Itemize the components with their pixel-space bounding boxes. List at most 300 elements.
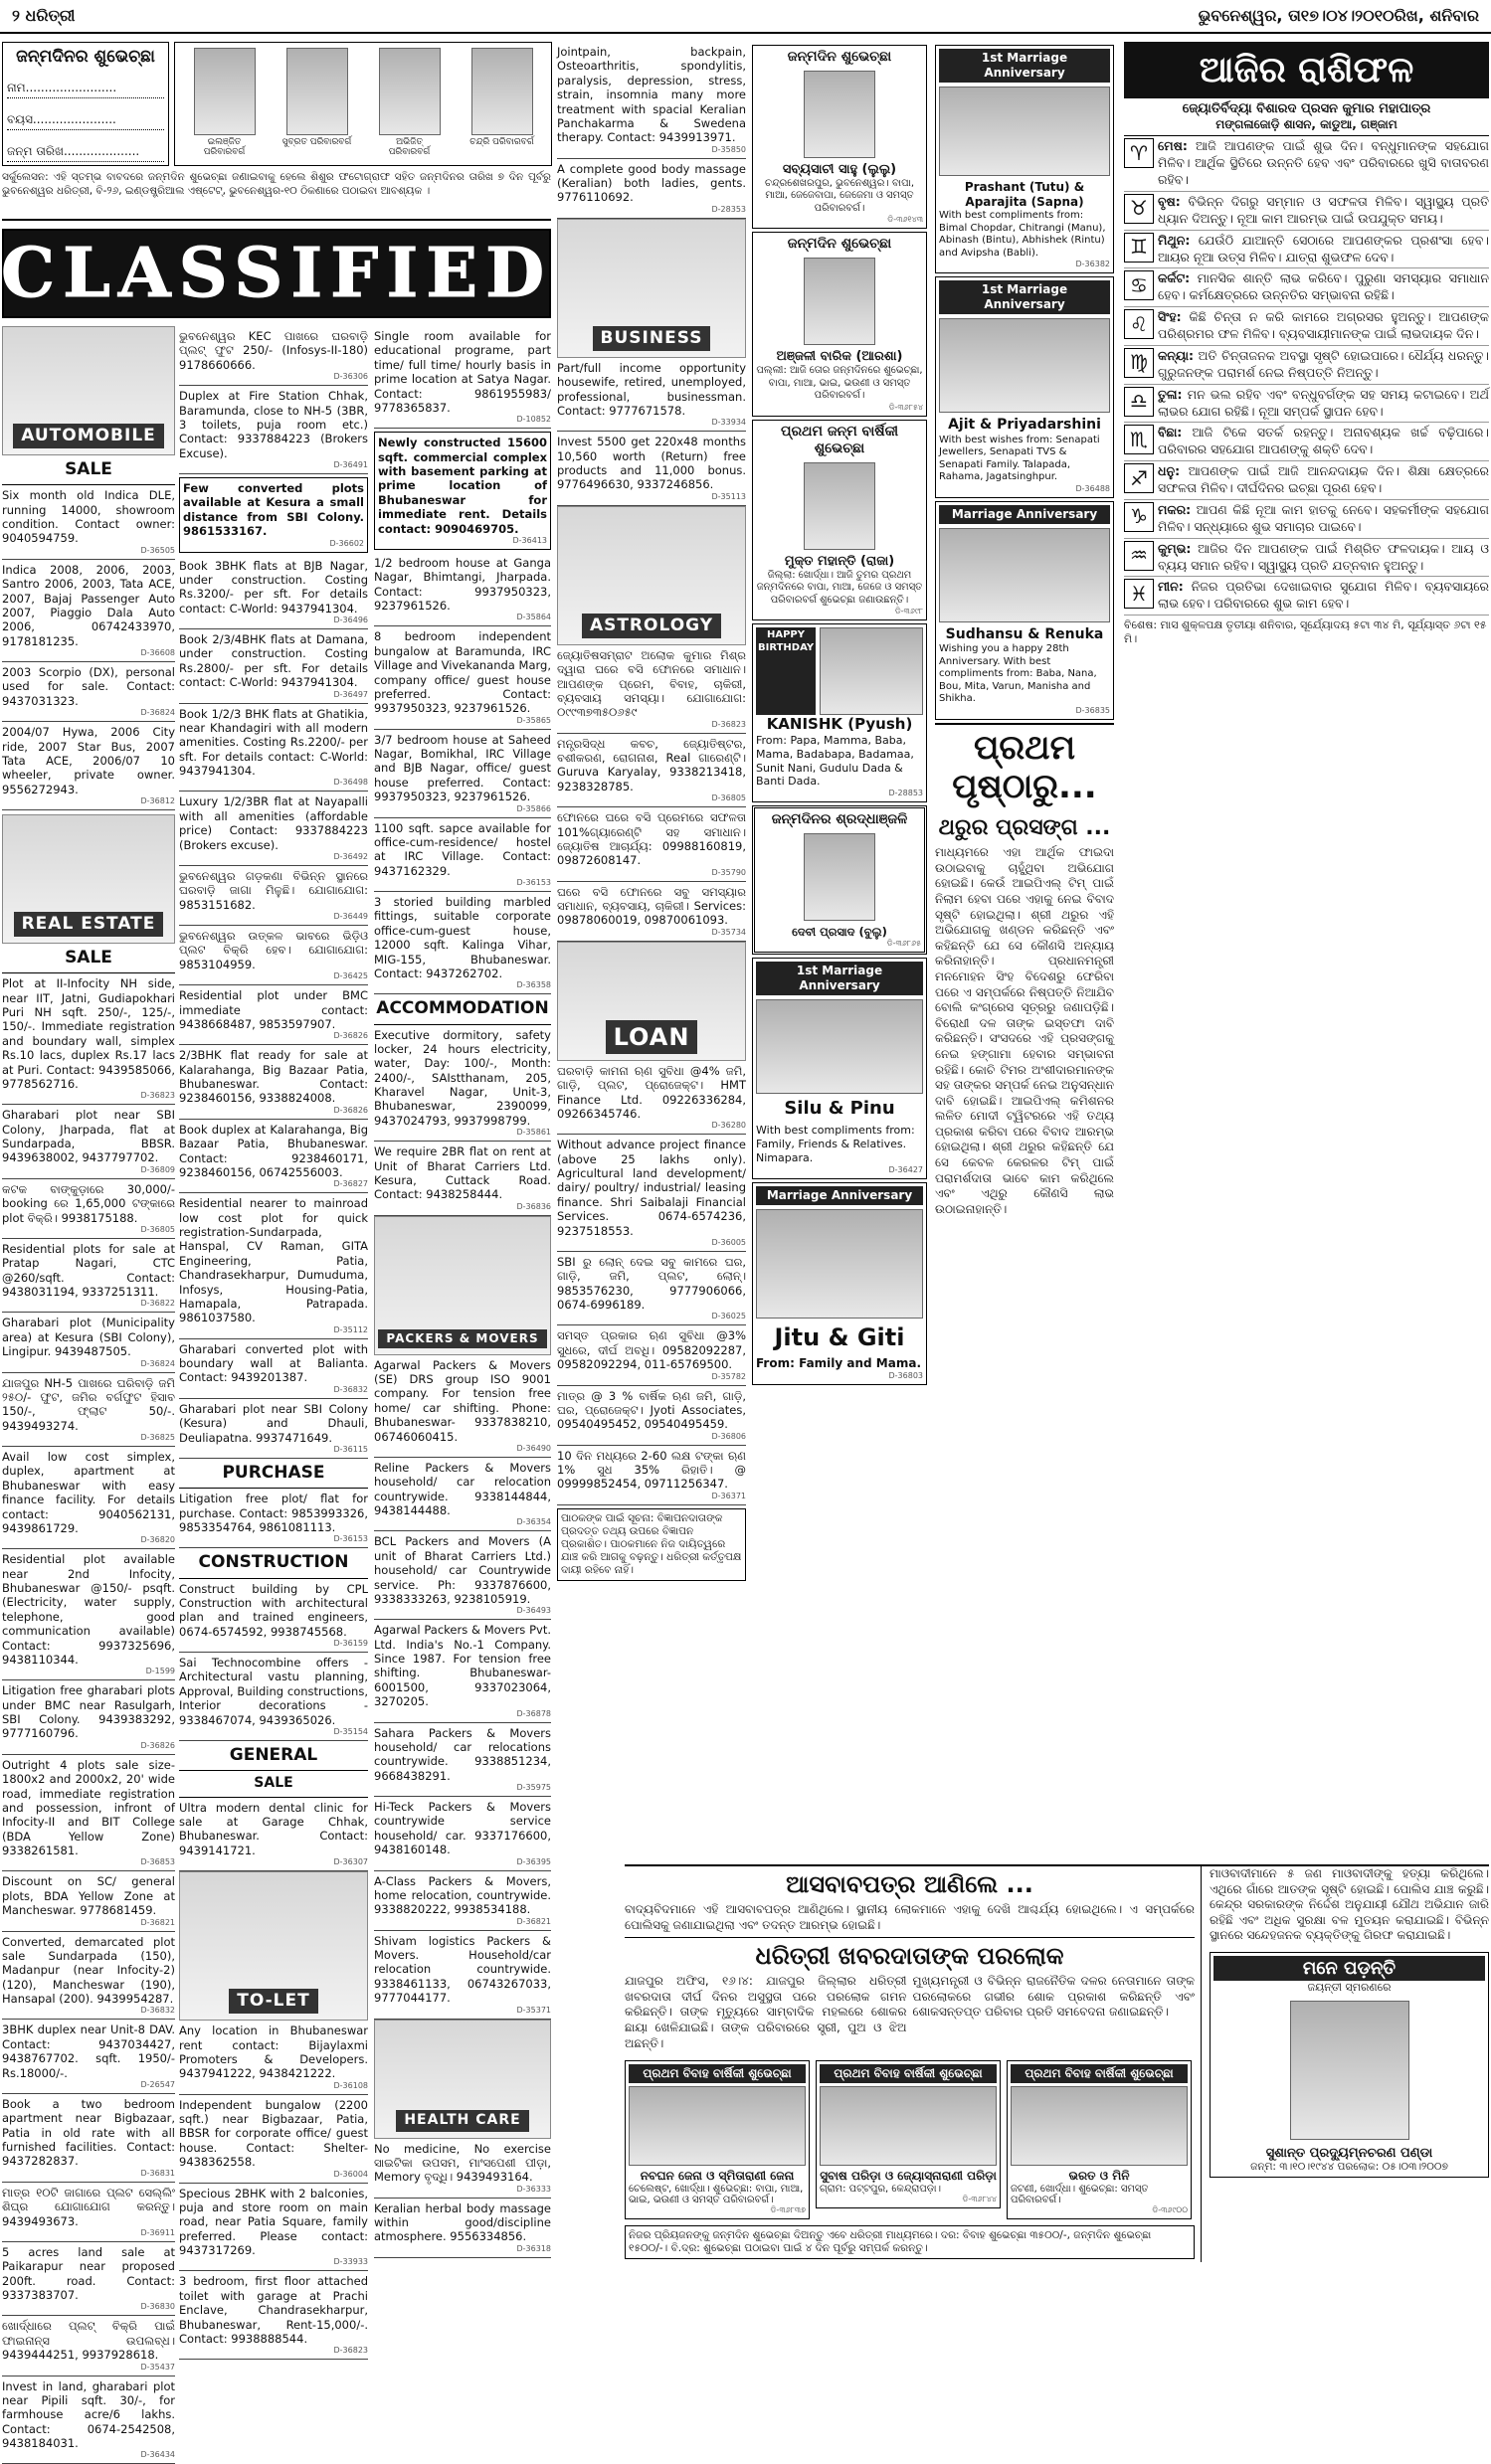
wedding-card <box>625 2060 810 2219</box>
birthday-card <box>752 623 927 802</box>
ad-code: D-36824 <box>2 1359 175 1369</box>
ad-text: ଜ୍ୟୋତିଷସମ୍ରାଟ ଅଲୋକ କୁମାର ମିଶ୍ର ଦ୍ୱାରା ଘରେ ବସି ଫୋନରେ ସମାଧାନ। ଆପଣଙ୍କ ପ୍ରେମ, ବିବାହ, ଚାକିରୀ, ବ୍ୟବସାୟ ସମସ୍ୟା। ଯୋଗାଯୋଗ: ୦୯୯୩୭୩୫୦୬୫୯ <box>557 648 746 720</box>
dateline: ଭୁବନେଶ୍ୱର, ତା୧୭।୦୪।୨୦୧୦ରିଖ, ଶନିବାର <box>1199 6 1479 26</box>
ad-code: D-36809 <box>2 1165 175 1175</box>
birthday-form <box>2 42 169 166</box>
greeting-name: ସବ୍ୟସାଚୀ ସାହୁ (ଲୁଲୁ) <box>756 162 923 178</box>
ad-text: Residential plots for sale at Pratap Nagari, CTC @260/sqft. Contact: 9438031194, 9337251311. <box>2 1242 175 1300</box>
ad-text: 3 storied building marbled fittings, suitable corporate office-cum-guest house, 12000 sqft. Kalinga Vihar, MIG-155, Bhubaneswar. Contact: 9437262702. <box>374 895 551 980</box>
kid-caption: ଅଭିଜିତ୍ ପରିବାରବର୍ଗ <box>375 137 445 157</box>
automobile-label: AUTOMOBILE <box>13 424 164 448</box>
section-sale: SALE <box>2 944 175 973</box>
ad-text: ମାତ୍ର @ 3 % ବାର୍ଷିକ ଋଣ ଜମି, ଗାଡ଼ି, ଘର, ପ୍ରୋଜେକ୍ଟ। Jyoti Associates, 09540495452, 09540495459. <box>557 1389 746 1432</box>
ad-code: ଡି-୩୬୯୮ <box>756 607 923 616</box>
kid-photo <box>471 48 533 135</box>
packers-image <box>374 1216 551 1355</box>
tolet-label: TO-LET <box>229 1989 317 2014</box>
ad-code: ଡି-୩୬୮୫୪ <box>756 403 923 413</box>
construction-ad-list <box>179 1579 368 1741</box>
kid-photo <box>286 48 348 135</box>
ad-text: ସମସ୍ତ ପ୍ରକାର ଋଣ ସୁବିଧା @3% ସୁଧରେ, ଦୀର୍ଘ ଅବଧି। 09582092287, 09582092294, 011-65769500. <box>557 1328 746 1371</box>
ad-code: D-35861 <box>374 1128 551 1138</box>
kid-card <box>375 48 445 157</box>
classified-ad <box>2 1549 175 1680</box>
obituary-headline: ଧରିତ୍ରୀ ଖବରଦାତାଙ୍କ ପରଲୋକ <box>625 1937 1195 1974</box>
anniversary-photo <box>756 1209 923 1319</box>
ad-text: Ultra modern dental clinic for sale at Garage Chhak, Bhubaneswar. Contact: 9439141721. <box>179 1801 368 1858</box>
ad-text: 2003 Scorpio (DX), personal used for sale. Contact: 9437031323. <box>2 665 175 708</box>
reader-notice <box>557 1508 746 1582</box>
section-purchase: PURCHASE <box>179 1459 368 1489</box>
classified-ad <box>179 792 368 866</box>
obituary-story: ଯାଜପୁର ଅଫିସ, ୧୬।୪: ଯାଜପୁର ଜିଲ୍ଲାର ଧରିତ୍ରୀ ଖବରଦାତା ଦୀର୍ଘ ଦିନର ଅସୁସ୍ଥତା ପରେ ପରଲୋକ ଗମନ କରିଛନ୍ତି। ତାଙ୍କ ମୃତ୍ୟୁରେ ସାମ୍ବାଦିକ ମହଲରେ ଶୋକର ଛାୟା ଖେଳିଯାଇଛି। ତାଙ୍କ ପରିବାରରେ ସ୍ତ୍ରୀ, ପୁଅ ଓ ଝିଅ ଅଛନ୍ତି। <box>625 1974 907 2051</box>
anniversary-card <box>752 1182 927 1385</box>
ad-code: ଡି-୩୬୧୪୩ <box>756 215 923 225</box>
classified-ad <box>374 2139 551 2199</box>
ad-code: D-35975 <box>374 1783 551 1793</box>
ad-text: Outright 4 plots sale size- 1800x2 and 2000x2, 20' wide road, immediate registration and possession, infront of Infocity-II and BIT College (BDA Yellow Zone) 9338261581. <box>2 1758 175 1858</box>
column-rent <box>374 326 551 2290</box>
classified-ad <box>557 1061 746 1136</box>
ad-text: 1100 sqft. sapce available for office-cum-residence/ hostel at IRC Village. Contact: 9437162329. <box>374 821 551 879</box>
ad-code: D-35437 <box>2 2363 175 2373</box>
zodiac-name: ସିଂହ: <box>1158 309 1182 324</box>
zodiac-name: ବିଛା: <box>1158 425 1182 440</box>
ad-code: D-36820 <box>2 1535 175 1545</box>
ad-text: Book 1/2/3 BHK flats at Ghatikia, near Khandagiri with all modern amenities. Costing Rs.2200/- per sft. For details contact: C-World: 9437941304. <box>179 707 368 779</box>
ad-text: 10 ଦିନ ମଧ୍ୟରେ 2-60 ଲକ୍ଷ ଟଙ୍କା ଋଣ 1% ସୁଧ 35% ରିହାତି। @ 09999852454, 09711256347. <box>557 1449 746 1492</box>
classified-ad <box>557 42 746 159</box>
classified-ad <box>179 1489 368 1548</box>
ad-code: D-36821 <box>374 1917 551 1927</box>
ad-text: Any location in Bhubaneswar rent contact: Bijaylaxmi Promoters & Developers. 9437941222, 9438421222. <box>179 2024 368 2081</box>
ad-code: D-36490 <box>374 1444 551 1454</box>
anniversary-banner: 1st Marriage Anniversary <box>939 280 1110 314</box>
horoscope-title: ଆଜିର ରାଶିଫଳ <box>1124 42 1489 98</box>
memory-name: ସୁଶାନ୍ତ ପ୍ରଦ୍ୟୁମ୍ନଚରଣ ପଣ୍ଡା <box>1213 2146 1485 2161</box>
ad-text: Independent bungalow (2200 sqft.) near Bigbazaar, Patia, BBSR for corporate office/ guest house. Contact: Shelter-9438362558. <box>179 2098 368 2170</box>
ad-code: D-1599 <box>2 1667 175 1676</box>
kid-caption: ଇଲଞ୍ଜିତ ପରିବାରବର୍ଗ <box>190 137 260 157</box>
ad-code: D-36115 <box>179 1445 368 1455</box>
zodiac-icon: ♓ <box>1124 579 1154 609</box>
column-greetings <box>752 42 927 1861</box>
horoscope-item <box>1124 136 1489 192</box>
wedding-photo <box>1011 2086 1188 2166</box>
anniversary-card <box>935 276 1114 498</box>
zodiac-prediction: ମାନସିକ ଶାନ୍ତି ଲାଭ କରିବେ। ପୁରୁଣା ସମସ୍ୟାର ସମାଧାନ ହେବ। କର୍ମକ୍ଷେତ୍ରରେ ଉନ୍ନତିର ସମ୍ଭାବନା ରହିଛି। <box>1158 270 1489 302</box>
kid-card <box>190 48 260 157</box>
classified-ad <box>374 1531 551 1620</box>
ad-text: Keralian herbal body massage within good/discipline atmosphere. 9556334856. <box>374 2201 551 2244</box>
loan-ad-list <box>557 1061 746 1505</box>
page-header <box>0 0 1491 34</box>
zodiac-prediction: ଆଜି ଆପଣଙ୍କ ପାଇଁ ଶୁଭ ଦିନ। ବନ୍ଧୁମାନଙ୍କ ସହଯୋଗ ମିଳିବ। ଆର୍ଥିକ ସ୍ଥିତିରେ ଉନ୍ନତି ହେବ ଏବଂ ପରିବାରରେ ଖୁସି ବାତାବରଣ ରହିବ। <box>1158 138 1489 187</box>
ad-text: Duplex at Fire Station Chhak, Baramunda, close to NH-5 (3BR, 3 toilets, puja room etc.) Contact: 9337884223 (Brokers Excuse). <box>179 389 368 460</box>
ad-text: ଫୋନରେ ଘରେ ବସି ପ୍ରେମରେ ସଫଳତା 101%ଗ୍ୟାରେଣ୍ଟି ସହ ସମାଧାନ। ଜ୍ୟୋତିଷ ଆଚାର୍ଯ୍ୟ: 09988160819, 09872608147. <box>557 810 746 868</box>
ad-code: D-36498 <box>179 778 368 788</box>
zodiac-name: ମିଥୁନ: <box>1158 233 1190 248</box>
ad-code: D-36497 <box>179 690 368 700</box>
section-sale: SALE <box>179 1771 368 1798</box>
ad-text: 8 bedroom independent bungalow at Baramunda, IRC Village and Vivekananda Marg, company office/ guest house preferred. Contact: 9937950323, 9237961526. <box>374 629 551 715</box>
classified-ad <box>179 926 368 985</box>
ad-text: Construct building by CPL Construction with architectural plan and trained engineers, 0674-6574592, 9938745568. <box>179 1582 368 1640</box>
packers-label: PACKERS & MOVERS <box>378 1329 546 1348</box>
ad-code: ଡି-୩୬୮୩୭ <box>629 2205 806 2215</box>
ad-text: No medicine, No exercise ସାଇଟିକା ଉପସମ, ମାଂସପେଶୀ ପୀଡ଼ା, Memory ବୃଦ୍ଧି। 9439493164. <box>374 2142 551 2185</box>
ad-code: D-36382 <box>939 260 1110 269</box>
anniversary-banner: Marriage Anniversary <box>756 1186 923 1205</box>
tharoor-subhead: ଥରୁର ପ୍ରସଙ୍ଗ ... <box>935 810 1114 846</box>
birthday-kids <box>174 42 552 166</box>
ad-code: D-35154 <box>179 1727 368 1737</box>
ad-text: ଭୁବନେଶ୍ୱର KEC ପାଖରେ ଘରବାଡ଼ି ପ୍ଲଟ୍ ଫୁଟ 250/- (Infosys-II-180) 9178660666. <box>179 329 368 372</box>
ad-text: Book duplex at Kalarahanga, Big Bazaar Patia, Bhubaneswar. Contact: 9238460171, 9238460156, 06742556003. <box>179 1123 368 1180</box>
zodiac-name: ମେଷ: <box>1158 138 1188 153</box>
classified-ad <box>2 2376 175 2464</box>
zodiac-icon: ♌ <box>1124 309 1154 339</box>
classified-ad <box>374 1931 551 2020</box>
zodiac-prediction: ଯେଉଁଠି ଯାଆନ୍ତି ସେଠାରେ ଆପଣଙ୍କର ପ୍ରଶଂସା ହେବ। ଆୟର ନୂଆ ଉତ୍ସ ମିଳିବ। ଯାତ୍ରା ଶୁଭଫଳ ଦେବ। <box>1158 233 1489 264</box>
ad-code: D-36153 <box>374 878 551 888</box>
ad-text: Discount on SC/ general plots, BDA Yellow Zone at Mancheswar. 9778681459. <box>2 1874 175 1917</box>
astrologer-name: ଜ୍ୟୋତିର୍ବିଦ୍ୟା ବିଶାରଦ ପ୍ରସନ କୁମାର ମହାପାତ୍ର <box>1124 101 1489 117</box>
classified-ad <box>179 1399 368 1459</box>
anniversary-text: With best compliments from: Bimal Chopdar, Chitrangi (Manu), Abinash (Bintu), Abhishek (Rintu) and Avipsha (Babli). <box>939 210 1110 260</box>
astrologer-address: ମଙ୍ଗଳାଜୋଡ଼ି ଶାସନ, କାଡୁଆ, ଗଞ୍ଜାମ <box>1124 117 1489 136</box>
ad-text: Shivam logistics Packers & Movers. Household/car relocation countrywide. 9338461133, 06743267033, 9777044177. <box>374 1934 551 2006</box>
ad-code: D-36826 <box>179 1031 368 1041</box>
ad-text: Sai Technocombine offers - Architectural vastu planning, Approval, Building constructions, Interior decorations - 9338467074, 9439365026. <box>179 1656 368 1727</box>
wedding-text: ଜଟଣୀ, ଖୋର୍ଦ୍ଧା। ଶୁଭେଚ୍ଛା: ସମସ୍ତ ପରିବାରବର୍ଗ। <box>1011 2184 1188 2205</box>
kid-photo <box>194 48 256 135</box>
classified-ad <box>557 734 746 808</box>
zodiac-icon: ♍ <box>1124 348 1154 378</box>
ad-code: D-36806 <box>557 1432 746 1442</box>
horoscope-item <box>1124 423 1489 461</box>
ad-text: Sahara Packers & Movers household/ car relocations countrywide. 9338851234, 9668438291. <box>374 1726 551 1784</box>
anniversary-names: Jitu & Giti <box>756 1322 923 1352</box>
packers-ad-list <box>374 1355 551 2020</box>
classified-ad <box>557 645 746 734</box>
ad-code: D-36358 <box>374 980 551 990</box>
maoist-story: ମାଓବାଦୀମାନେ ୫ ଜଣ ମାଓବାଦୀଙ୍କୁ ହତ୍ୟା କରିଥିଲେ। ଏଥିରେ ଗାଁରେ ଆତଙ୍କ ସୃଷ୍ଟି ହୋଇଛି। ପୋଲିସ ଯାଞ୍ଚ କରୁଛି। କେନ୍ଦ୍ର ସରକାରଙ୍କ ନିର୍ଦ୍ଦେଶ ଅନୁଯାୟୀ ଯୌଥ ଅଭିଯାନ ଜାରି ରହିଛି ଏବଂ ଅଧିକ ସୁରକ୍ଷା ବଳ ମୁତୟନ କରାଯାଇଛି। ବିଭିନ୍ନ ସ୍ଥାନରେ ସନ୍ଦେହଜନକ ବ୍ୟକ୍ତିଙ୍କୁ ଗିରଫ କରାଯାଇଛି। <box>1210 1866 1489 1944</box>
anniversary-photo <box>939 528 1110 622</box>
anniversary-photo <box>939 318 1110 413</box>
column-property <box>179 326 368 2320</box>
ad-code: D-36307 <box>179 1857 368 1867</box>
ad-code: D-35790 <box>557 868 746 878</box>
classified-ad <box>2 722 175 810</box>
classified-ad <box>557 432 746 506</box>
zodiac-prediction: ନିଜର ପ୍ରତିଭା ଦେଖାଇବାର ସୁଯୋଗ ମିଳିବ। ବ୍ୟବସାୟରେ ଲାଭ ହେବ। ପରିବାରରେ ଶୁଭ କାମ ହେବ। <box>1158 579 1489 611</box>
anniversary-text: From: Family and Mama. <box>756 1356 923 1371</box>
ad-code: D-36827 <box>179 1179 368 1189</box>
ad-code: D-36306 <box>179 372 368 382</box>
ad-code: D-36492 <box>179 852 368 862</box>
ad-text: A complete good body massage (Keralian) both ladies, gents. 9776110692. <box>557 162 746 205</box>
anniversary-card <box>935 501 1114 720</box>
ad-text: କଟକ ବାଙ୍କୁଡ଼ାରେ 30,000/- booking ରେ 1,65,000 ଟଙ୍କାରେ plot ବିକ୍ରି। 9938175188. <box>2 1182 175 1225</box>
furniture-story: ବାଦ୍ୟବିଦମାନେ ଏହି ଆସବାବପତ୍ର ଆଣିଥିଲେ। ସ୍ଥାନୀୟ ଲୋକମାନେ ଏହାକୁ ଦେଖି ଆଶ୍ଚର୍ଯ୍ୟ ହୋଇଥିଲେ। ଏ ସମ୍ପର୍କରେ ପୋଲିସକୁ ଜଣାଯାଇଥିଲା ଏବଂ ତଦନ୍ତ ଆରମ୍ଭ ହୋଇଛି। <box>625 1902 1195 1933</box>
ad-text: 1/2 bedroom house at Ganga Nagar, Bhimtangi, Jharpada. Contact: 9937950323, 9237961526. <box>374 556 551 614</box>
classified-ad <box>2 662 175 722</box>
anniversary-text: With best wishes from: Senapati Jewellers, Senapati TVS & Senapati Family. Talapada, Rahama, Jagatsinghpur. <box>939 435 1110 484</box>
classified-ad <box>179 386 368 474</box>
memory-photo <box>1290 2001 1409 2140</box>
ad-code: D-36832 <box>179 1385 368 1395</box>
section-sale: SALE <box>2 455 175 485</box>
ad-text: Converted, demarcated plot sale Sundarpada (150), Madanpur (near Infocity-2) (120), Mancheswar (190), Hansapal (200). 9439954287. <box>2 1935 175 2007</box>
ad-text: Without advance project finance (above 25 lakhs only). Agricultural land development/ dairy/ poultry/ industrial/ leasing finance. Shri Saibalaji Financial Services. 0674-6574236, 9237518553. <box>557 1138 746 1238</box>
classified-ad <box>557 1252 746 1326</box>
ad-text: Avail low cost simplex, duplex, apartment at Bhubaneswar with easy finance facility. For details contact: 9040562131, 9439861729. <box>2 1450 175 1535</box>
classified-ad <box>374 1797 551 1871</box>
auto-ad-list <box>2 485 175 810</box>
classified-ad <box>179 704 368 792</box>
ad-code: D-36395 <box>374 1857 551 1867</box>
ad-text: Gharabari plot near SBI Colony (Kesura) and Dhauli, Deuliapatna. 9937471649. <box>179 1402 368 1445</box>
zodiac-icon: ♊ <box>1124 233 1154 263</box>
ad-text: Residential plot under BMC immediate contact: 9438668487, 9853597907. <box>179 988 368 1031</box>
classified-ad <box>374 553 551 627</box>
greeting-text: ଜିଲ୍ଲା: ଖୋର୍ଦ୍ଧା। ଆଜି ତୁମର ପ୍ରଥମ ଜନ୍ମଦିନରେ ବାପା, ମାଆ, ଜେଜେ ଓ ସମସ୍ତ ପରିବାରବର୍ଗ ଶୁଭେଚ୍ଛା ଜଣାଉଛନ୍ତି। <box>756 570 923 608</box>
classified-ad <box>2 1373 175 1448</box>
ad-code: D-36153 <box>179 1534 368 1544</box>
anniversary-banner: 1st Marriage Anniversary <box>756 962 923 995</box>
kid-caption: ସୁବ୍ରତ ପରିବାରବର୍ଗ <box>282 137 352 147</box>
classified-ad <box>374 432 551 550</box>
ad-code: ଡି-୩୬୮୬୫ <box>758 939 921 949</box>
ad-code: D-36371 <box>557 1492 746 1501</box>
classified-ad <box>557 882 746 942</box>
anniversary-banner: 1st Marriage Anniversary <box>939 49 1110 83</box>
ad-code: D-36826 <box>179 1106 368 1116</box>
wedding-banner: ପ୍ରଥମ ବିବାହ ବାର୍ଷିକୀ ଶୁଭେଚ୍ଛା <box>629 2064 806 2083</box>
classified-ad <box>374 626 551 729</box>
ad-text: Reline Packers & Movers household/ car relocation countrywide. 9338144844, 9438144488. <box>374 1461 551 1518</box>
happy-birthday-badge: HAPPY BIRTHDAY <box>756 627 816 715</box>
ad-code: D-35782 <box>557 1372 746 1382</box>
column-horoscope <box>1124 42 1489 1861</box>
zodiac-prediction: ଆପଣଙ୍କ ପାଇଁ ଆଜି ଆନନ୍ଦଦାୟକ ଦିନ। ଶିକ୍ଷା କ୍ଷେତ୍ରରେ ସଫଳତା ମିଳିବ। ଦୀର୍ଘଦିନର ଇଚ୍ଛା ପୂରଣ ହେବ। <box>1158 463 1489 495</box>
ad-code: D-33934 <box>557 418 746 428</box>
ad-text: Executive dormitory, safety locker, 24 hours electricity, water, Day: 100/-, Month: 2400/-, SAIstthanam, 205, Kharavel Nagar, Unit-3, Bhubaneswar, 2390099, 9437024793, 9937998799. <box>374 1028 551 1129</box>
classified-ad <box>179 1653 368 1741</box>
greeting-title: ଜନ୍ମଦିନ ଶୁଭେଚ୍ଛା <box>756 49 923 67</box>
ad-code: D-35850 <box>557 145 746 155</box>
property-ad-list <box>179 326 368 1459</box>
tolet-image <box>179 1871 368 2021</box>
memorial-title: ଜନ୍ମଦିନର ଶ୍ରଦ୍ଧାଞ୍ଜଳି <box>758 811 921 829</box>
classified-ad <box>2 1179 175 1239</box>
ad-code: D-36005 <box>557 1238 746 1248</box>
ad-code: D-35864 <box>374 613 551 622</box>
ad-text: A-Class Packers & Movers, home relocation, countrywide. 9338820222, 9938534188. <box>374 1874 551 1917</box>
ad-text: Newly constructed 15600 sqft. commercial complex with basement parking at prime location of Bhubaneswar for immediate rent. Details contact: 9090469705. <box>378 436 547 536</box>
obituary-story-continued: ମୁଖ୍ୟମନ୍ତ୍ରୀ ଓ ବିଭିନ୍ନ ରାଜନୈତିକ ଦଳର ନେତାମାନେ ତାଙ୍କ ପରଲୋକରେ ଗଭୀର ଶୋକ ପ୍ରକାଶ କରିଛନ୍ତି ଏବଂ ଶୋକସନ୍ତପ୍ତ ପରିବାର ପ୍ରତି ସମବେଦନା ଜଣାଇଛନ୍ତି। <box>913 1974 1196 2051</box>
ad-text: Single room available for educational programe, part time/ full time/ hourly basis in prime location at Satya Nagar. Contact: 9861955983/ 9778365837. <box>374 329 551 415</box>
page-number: ୨ ଧରିତ୍ରୀ <box>12 6 76 26</box>
birthday-text: From: Papa, Mamma, Baba, Mama, Badabapa, Badamaa, Sunit Nani, Gudulu Dada & Banti Dada. <box>756 734 923 789</box>
horoscope-item <box>1124 307 1489 346</box>
ad-text: Few converted plots available at Kesura a small distance from SBI Colony. 9861533167. <box>183 481 364 539</box>
ad-text: Book 2/3/4BHK flats at Damana, under construction. Costing Rs.2800/- per sft. For details contact: C-World: 9437941304. <box>179 632 368 690</box>
wedding-card <box>1007 2060 1192 2219</box>
ad-code: D-36830 <box>2 2302 175 2312</box>
ad-code: D-28853 <box>756 789 923 798</box>
classified-ad <box>2 2020 175 2094</box>
zodiac-name: କର୍କଟ: <box>1158 270 1190 285</box>
ad-code: D-35866 <box>374 804 551 814</box>
anniversary-photo <box>939 87 1110 176</box>
horoscope-item <box>1124 268 1489 307</box>
business-ad-list <box>557 358 746 506</box>
ad-code: D-35734 <box>557 928 746 938</box>
classified-ad <box>374 326 551 429</box>
wedding-text: ଗ୍ରାମ: ପଟ୍ଟପୁର, କେନ୍ଦ୍ରାପଡ଼ା। <box>820 2184 997 2195</box>
classified-ad <box>2 973 175 1105</box>
ad-code: D-36505 <box>2 546 175 556</box>
ad-code: D-36812 <box>2 796 175 806</box>
memory-subtitle: ଜୟନ୍ତୀ ସ୍ମରଣରେ <box>1213 1981 1485 1995</box>
birthday-name: KANISHK (Pyush) <box>756 715 923 734</box>
classified-ad <box>2 1105 175 1179</box>
ad-code: D-36853 <box>2 1857 175 1867</box>
classified-ad <box>557 1135 746 1252</box>
zodiac-icon: ♒ <box>1124 541 1154 571</box>
ad-code: D-36413 <box>378 536 547 546</box>
classified-ad <box>2 485 175 560</box>
zodiac-icon: ♎ <box>1124 387 1154 417</box>
ad-text: Luxury 1/2/3BR flat at Nayapalli with all amenities (affordable price) Contact: 9337884223 (Brokers excuse). <box>179 794 368 852</box>
classified-ad <box>2 560 175 662</box>
classified-ad <box>2 1871 175 1931</box>
automobile-image <box>2 326 175 455</box>
anniversary-text: Wishing you a happy 28th Anniversary. With best compliments from: Baba, Nana, Bou, Mita, Varun, Manisha and Shikha. <box>939 643 1110 706</box>
ad-code: D-36822 <box>2 1299 175 1309</box>
kid-photo <box>379 48 441 135</box>
zodiac-prediction: ବିଭିନ୍ନ ଦିଗରୁ ସମ୍ମାନ ଓ ସଫଳତା ମିଳିବ। ସ୍ୱାସ୍ଥ୍ୟ ପ୍ରତି ଧ୍ୟାନ ଦିଅନ୍ତୁ। ନୂଆ କାମ ଆରମ୍ଭ ପାଇଁ ଉପଯୁକ୍ତ ସମୟ। <box>1158 194 1489 226</box>
loan-image <box>557 942 746 1061</box>
classified-ad <box>179 2021 368 2095</box>
wedding-photo <box>629 2086 806 2166</box>
memory-title: ମନେ ପଡ଼ନ୍ତି <box>1213 1956 1485 1981</box>
ad-text: Plot at II-Infocity NH side, near IIT, Jatni, Gudiapokhari Puri NH sqft. 250/-, 125/-, 150/-. Immediate registration and boundary wall, simplex Rs.10 lacs, duplex Rs.17 lacs at Puri. Contact: 9439585066, 9778562716. <box>2 976 175 1091</box>
bottom-news-band <box>625 1864 1489 2262</box>
zodiac-prediction: କିଛି ଚିନ୍ତା ନ କରି କାମରେ ଅଗ୍ରସର ହୁଅନ୍ତୁ। ଆପଣଙ୍କ ପରିଶ୍ରମର ଫଳ ମିଳିବ। ବ୍ୟବସାୟୀମାନଙ୍କ ପାଇଁ ଲାଭଦାୟକ ଦିନ। <box>1158 309 1489 341</box>
horoscope-item <box>1124 385 1489 424</box>
ad-code: D-36824 <box>2 708 175 718</box>
anniversary-text: With best compliments from: Family, Friends & Relatives. Nimapara. <box>756 1124 923 1164</box>
kid-card <box>282 48 352 147</box>
greeting-text: ଚନ୍ଦ୍ରଶେଖରପୁର, ଭୁବନେଶ୍ୱର। ବାପା, ମାଆ, ଜେଜେବାପା, ଜେଜେମା ଓ ସମସ୍ତ ପରିବାରବର୍ଗ। <box>756 178 923 216</box>
zodiac-prediction: ଅତି ଚିନ୍ତାଜନକ ଅବସ୍ଥା ସୃଷ୍ଟି ହୋଇପାରେ। ଧୈର୍ଯ୍ୟ ଧରନ୍ତୁ। ଗୁରୁଜନଙ୍କ ପରାମର୍ଶ ନେଇ ନିଷ୍ପତ୍ତି ନିଅନ୍ତୁ। <box>1158 348 1489 380</box>
wedding-card <box>816 2060 1001 2208</box>
classified-ad <box>557 159 746 219</box>
ad-code: D-36491 <box>179 460 368 470</box>
ad-code: D-36803 <box>756 1371 923 1381</box>
horoscope-item <box>1124 539 1489 578</box>
ad-code: D-36004 <box>179 2170 368 2180</box>
classified-ad <box>557 358 746 433</box>
classified-ad <box>374 730 551 818</box>
ad-code: D-35112 <box>179 1325 368 1335</box>
ad-code: D-36825 <box>2 1433 175 1443</box>
birthday-title: ଜନ୍ମଦିନର ଶୁଭେଚ୍ଛା <box>7 47 164 67</box>
classified-ad <box>2 2316 175 2376</box>
classified-ad <box>2 1680 175 1755</box>
classified-title: CLASSIFIED <box>1 234 552 313</box>
zodiac-prediction: ଆପଣ କିଛି ନୂଆ କାମ ହାତକୁ ନେବେ। ସହକର୍ମୀଙ୍କ ସହଯୋଗ ମିଳିବ। ସନ୍ଧ୍ୟାରେ ଶୁଭ ସମାଚାର ପାଇବେ। <box>1158 502 1489 534</box>
classified-ad <box>374 1458 551 1532</box>
realestate-image <box>2 814 175 944</box>
classified-ad <box>374 1871 551 1931</box>
ad-code: D-36354 <box>374 1517 551 1527</box>
classified-ad <box>557 1386 746 1446</box>
zodiac-name: ମକର: <box>1158 502 1191 517</box>
ad-text: 3/7 bedroom house at Saheed Nagar, Bomikhal, IRC Village and BJB Nagar, office/ guest house preferred. Contact: 9937950323, 9237961526. <box>374 733 551 804</box>
classified-ad <box>374 892 551 994</box>
healthcare-image <box>374 2020 551 2139</box>
zodiac-icon: ♉ <box>1124 194 1154 224</box>
classified-ad <box>179 2095 368 2184</box>
zodiac-prediction: ଆଜି ଟିକେ ସତର୍କ ରହନ୍ତୁ। ଅନାବଶ୍ୟକ ଖର୍ଚ୍ଚ ବଢ଼ିପାରେ। ପରିବାରର ସହଯୋଗ ଆପଣଙ୍କୁ ଶକ୍ତି ଦେବ। <box>1158 425 1489 456</box>
zodiac-name: କନ୍ୟା: <box>1158 348 1194 363</box>
wedding-names: ଭରତ ଓ ମିନି <box>1011 2169 1188 2184</box>
ad-code: D-10852 <box>374 415 551 425</box>
horoscope-item <box>1124 231 1489 269</box>
memorial-name: ଦେବୀ ପ୍ରସାଦ (ବୁଲୁ) <box>758 925 921 939</box>
furniture-headline: ଆସବାବପତ୍ର ଆଣିଲେ ... <box>625 1866 1195 1902</box>
birthday-field-name: ନାମ........................ <box>7 81 164 98</box>
ad-code: ଡି-୩୬୮୪୪ <box>820 2195 997 2204</box>
ad-text: SBI ରୁ ଲୋନ୍ ଦେଇ ସବୁ କାମରେ ଘର, ଗାଡ଼ି, ଜମି, ପ୍ଲଟ, ଲୋନ୍। 9853576230, 9777906066, 0674-6996189. <box>557 1255 746 1313</box>
anniversary-names: Ajit & Priyadarshini <box>939 417 1110 435</box>
ad-code: D-36832 <box>2 2006 175 2016</box>
greeting-card <box>752 420 927 621</box>
realestate-label: REAL ESTATE <box>14 912 164 937</box>
classified-ad <box>2 1313 175 1372</box>
business-label: BUSINESS <box>593 326 711 351</box>
ad-code: D-36602 <box>183 539 364 549</box>
greeting-name: ମୁକ୍ତ ମହାନ୍ତି (ରାଜା) <box>756 554 923 570</box>
anniversary-names: Sudhansu & Renuka <box>939 626 1110 644</box>
wedding-banner: ପ୍ରଥମ ବିବାହ ବାର୍ଷିକୀ ଶୁଭେଚ୍ଛା <box>820 2064 997 2083</box>
zodiac-name: ତୁଳା: <box>1158 387 1183 402</box>
ad-text: Hi-Teck Packers & Movers countrywide service household/ car. 9337176600, 9438160148. <box>374 1800 551 1857</box>
ad-code: D-36821 <box>2 1918 175 1928</box>
ad-text: We require 2BR flat on rent at Unit of Bharat Carriers Ltd. Kesura, Cuttack Road. Contact: 9438258444. <box>374 1144 551 1202</box>
anniversary-names: Silu & Pinu <box>756 1098 923 1121</box>
classified-ad <box>179 629 368 704</box>
classified-ad <box>374 818 551 893</box>
classified-ad <box>179 1339 368 1399</box>
kid-card <box>467 48 537 147</box>
greeting-title: ପ୍ରଥମ ଜନ୍ମ ବାର୍ଷିକୀ ଶୁଭେଚ୍ଛା <box>756 424 923 458</box>
greeting-photo <box>804 258 875 345</box>
ad-text: Invest in land, gharabari plot near Pipili sqft. 30/-, for farmhouse acre/6 lakhs. Contact: 0674-2542508, 9438184031. <box>2 2379 175 2451</box>
birthday-field-dob: ଜନ୍ମ ତାରିଖ.................... <box>7 144 164 162</box>
ad-code: D-36108 <box>179 2081 368 2091</box>
classified-ad <box>179 477 368 553</box>
ad-code: D-36823 <box>179 2346 368 2356</box>
ad-text: Part/full income opportunity housewife, retired, unemployed, professional, businessman. Contact: 9777671578. <box>557 361 746 419</box>
wedding-text: ଚେଲେଷ୍ଟ, ଖୋର୍ଦ୍ଧା। ଶୁଭେଚ୍ଛା: ବାପା, ମାଆ, ଭାଇ, ଭଉଣୀ ଓ ସମସ୍ତ ପରିବାରବର୍ଗ। <box>629 2184 806 2205</box>
estate-ad-list <box>2 973 175 2464</box>
classified-ad <box>179 1193 368 1338</box>
